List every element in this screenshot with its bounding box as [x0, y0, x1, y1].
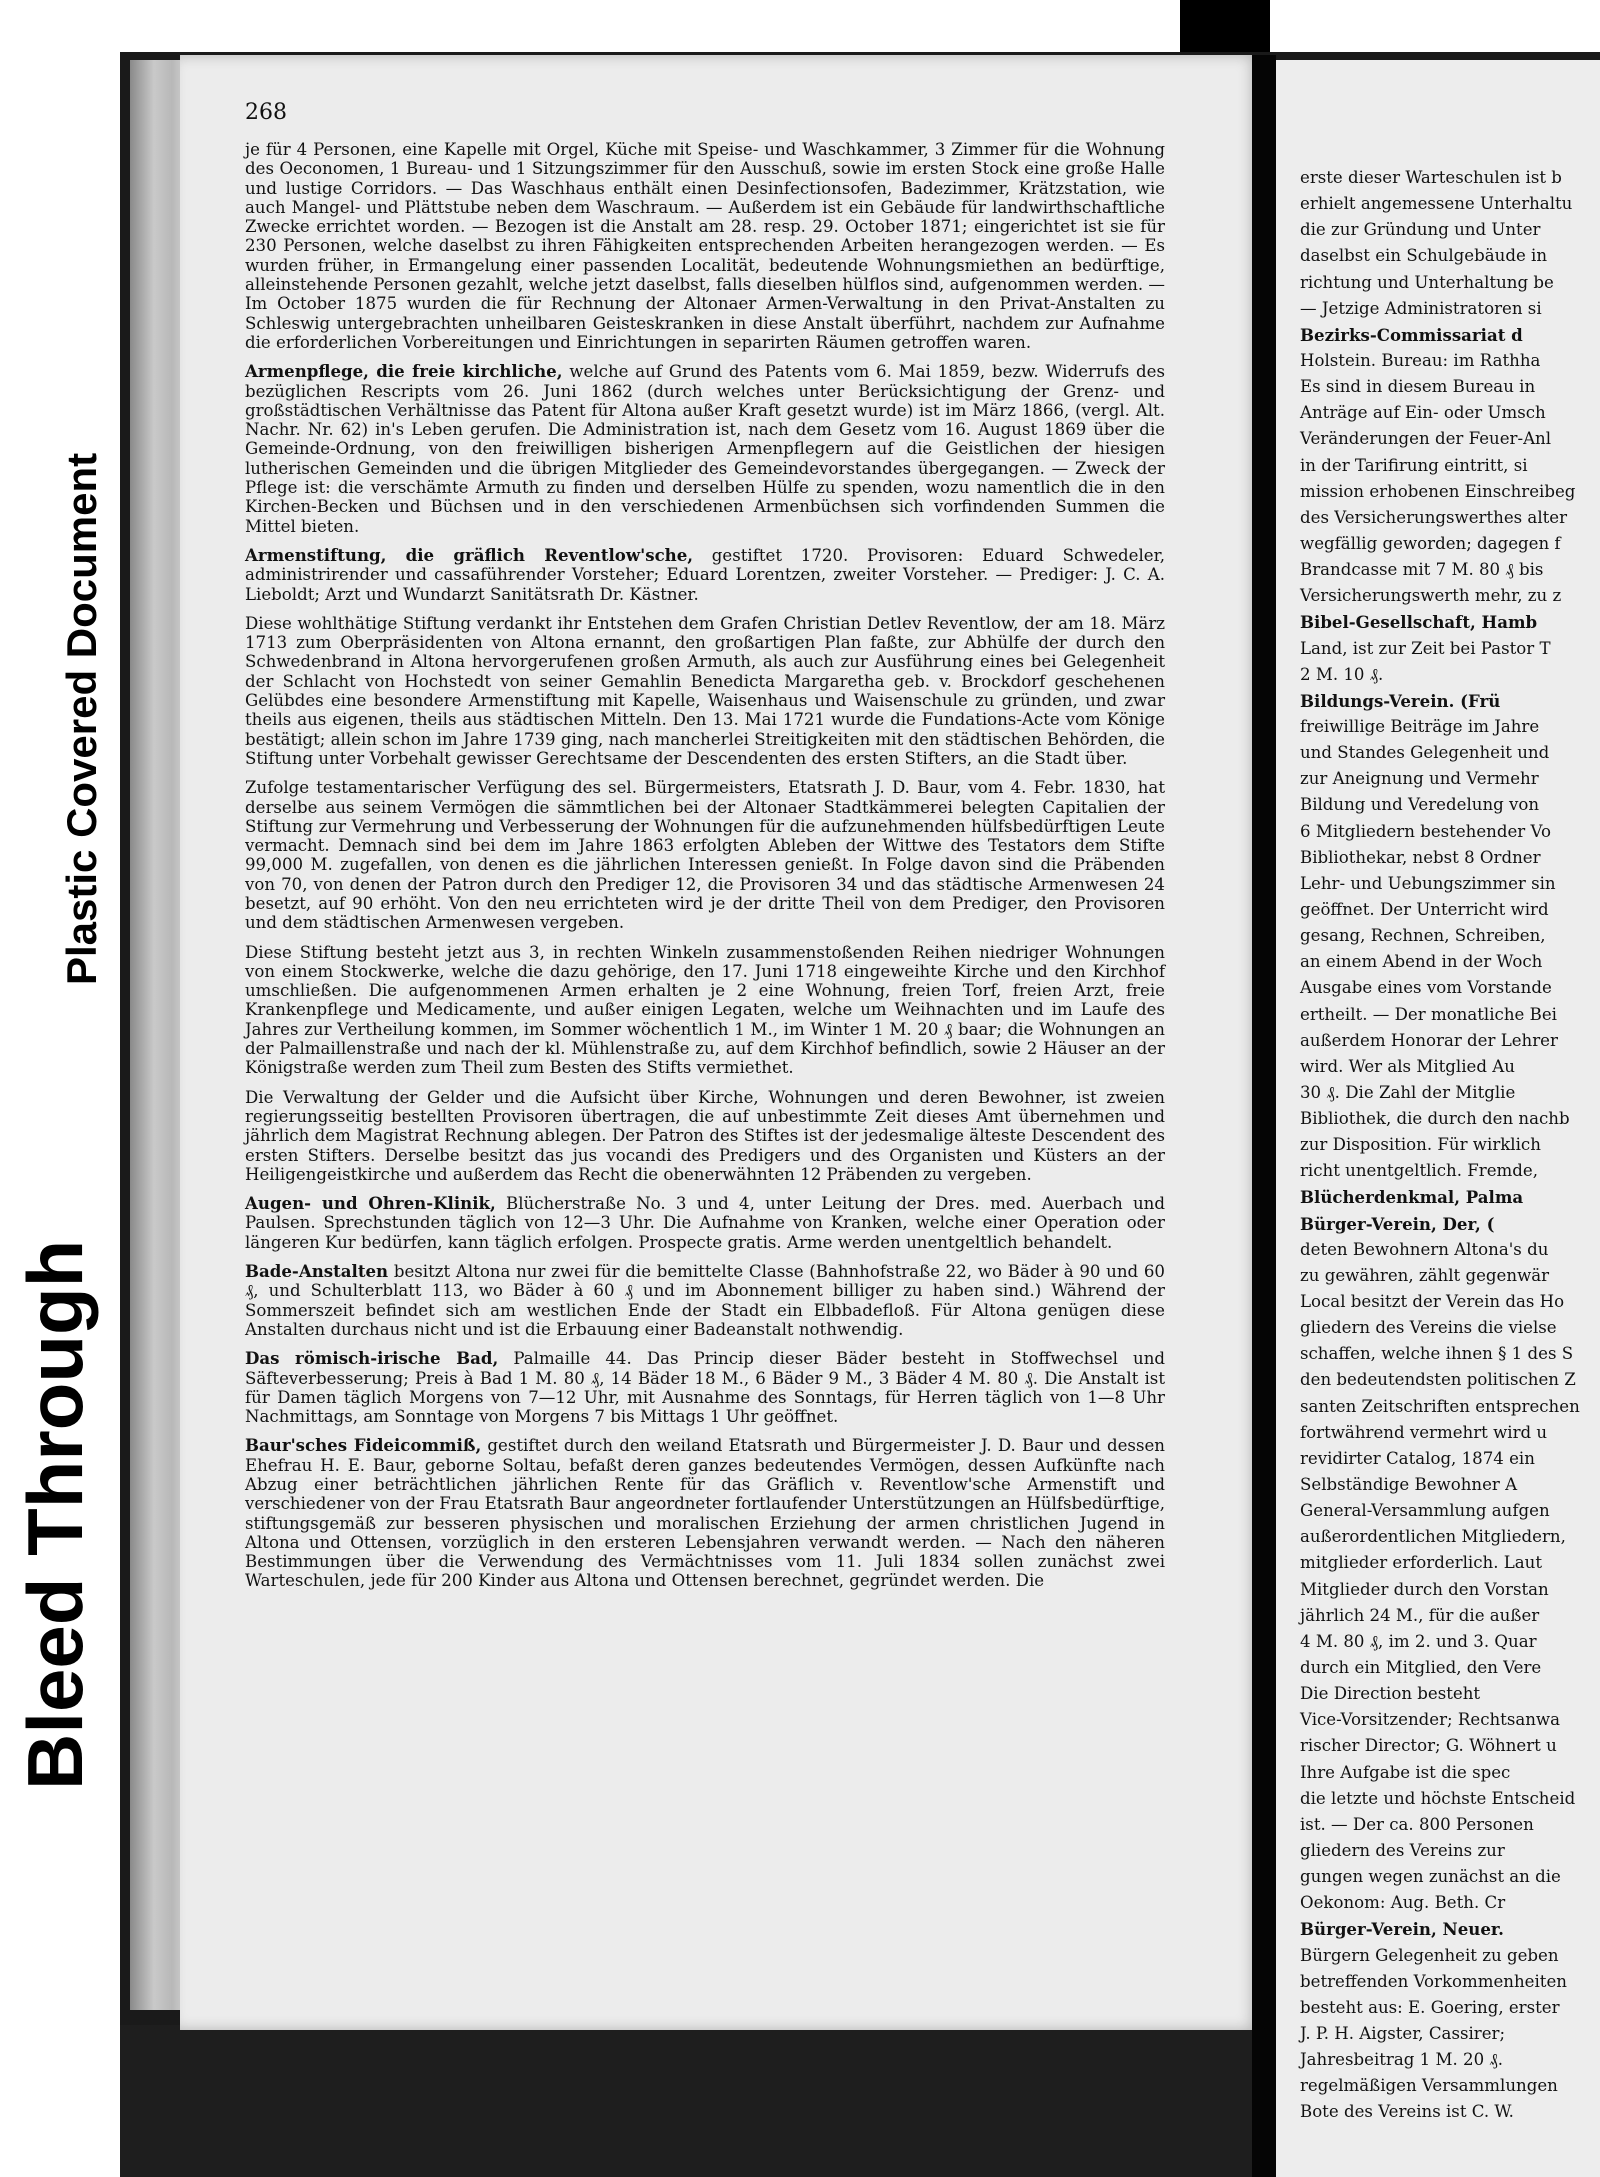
- right-text-line: regelmäßigen Versammlungen: [1300, 2076, 1558, 2096]
- book-gutter: [1252, 55, 1276, 2177]
- plastic-covered-label: Plastic Covered Document: [58, 452, 105, 985]
- paragraph: je für 4 Personen, eine Kapelle mit Orgel, Küche mit Speise- und Waschkammer, 3 Zimmer für die Wohnung des Oeconomen, 1 Bureau- und 1 Sitzungszimmer für den Ausschuß, sowie im ersten Stock eine große Halle und lustige Corridors. — Das Waschhaus enthält einen Desinfectionsofen, Badezimmer, Krätzstation, wie auch Mangel- und Plättstube neben dem Waschraum. — Außerdem ist ein Gebäude für landwirthschaftliche Zwecke errichtet worden. — Bezogen ist die Anstalt am 28. resp. 29. October 1871; eingerichtet ist sie für 230 Personen, welche daselbst zu ihren Fähigkeiten entsprechenden Arbeiten herangezogen werden. — Es wurden früher, in Ermangelung einer passenden Localität, bedeutende Wohnungsmiethen an bedürftige, alleinstehende Personen gezahlt, welche jetzt daselbst, falls dieselben hülflos sind, aufgenommen werden. — Im October 1875 wurden die für Rechnung der Altonaer Armen-Verwaltung in den Privat-Anstalten zu Schleswig untergebrachten unheilbaren Geisteskranken in diese Anstalt überführt, nachdem zur Aufnahme die erforderlichen Vorbereitungen und Einrichtungen in separirten Räumen getroffen waren.: [245, 140, 1165, 352]
- right-text-line: Lehr- und Uebungszimmer sin: [1300, 873, 1556, 893]
- right-entry-heading: Bildungs-Verein. (Frü: [1300, 690, 1501, 711]
- right-text-line: den bedeutendsten politischen Z: [1300, 1370, 1576, 1390]
- right-text-line: gliedern des Vereins die vielse: [1300, 1318, 1557, 1338]
- paragraph: Diese Stiftung besteht jetzt aus 3, in rechten Winkeln zusammenstoßenden Reihen niedriger Wohnungen von einem Stockwerke, welche die dazu gehörige, den 17. Juni 1718 eingeweihte Kirche und den Kirchhof umschließen. Die aufgenommenen Armen erhalten je 2 eine Wohnung, freien Torf, freien Arzt, freie Krankenpflege und Medicamente, und außer einigen Legaten, welche um Weihnachten und im Laufe des Jahres zur Vertheilung kommen, im Sommer wöchentlich 1 M., im Winter 1 M. 20 ₰ baar; die Wohnungen an der Palmaillenstraße und nach der kl. Mühlenstraße zu, auf dem Kirchhof befindlich, sowie 2 Häuser an der Königstraße werden zum Theil zum Besten des Stifts vermiethet.: [245, 942, 1165, 1078]
- entry-armenpflege: Armenpflege, die freie kirchliche, welche auf Grund des Patents vom 6. Mai 1859, bezw. Widerrufs des bezüglichen Rescripts vom 26. Juni 1862 (durch welches unter Berücksichtigung der Grenz- und großstädtischen Verhältnisse das Patent für Altona außer Kraft gesetzt wurde) ist im März 1866, (vergl. Alt. Nachr. Nr. 62) in's Leben gerufen. Die Administration ist, nach dem Gesetz vom 16. August 1869 über die Gemeinde-Ordnung, von den freiwilligen bisherigen Armenpflegern auf die Geistlichen der hiesigen lutherischen Gemeinden und die übrigen Mitglieder des Gemeindevorstandes übergegangen. — Zweck der Pflege ist: die verschämte Armuth zu finden und derselben Hülfe zu spenden, wozu namentlich die in den Kirchen-Becken und Büchsen und in den verschiedenen Armenbüchsen sich vorfindenden Summen die Mittel bieten.: [245, 361, 1166, 536]
- right-entry-heading: Bürger-Verein, Neuer.: [1300, 1919, 1504, 1940]
- right-text-line: wird. Wer als Mitglied Au: [1300, 1056, 1515, 1076]
- right-text-line: Es sind in diesem Bureau in: [1300, 377, 1536, 397]
- right-text-line: des Versicherungswerthes alter: [1300, 507, 1568, 527]
- right-text-line: Bürgern Gelegenheit zu geben: [1300, 1945, 1559, 1965]
- right-text-line: rischer Director; G. Wöhnert u: [1300, 1736, 1557, 1756]
- left-page-text: [245, 140, 1165, 1601]
- right-text-line: außerordentlichen Mitgliedern,: [1300, 1527, 1566, 1547]
- page-number: 268: [245, 100, 287, 125]
- right-text-line: ertheilt. — Der monatliche Bei: [1300, 1004, 1557, 1024]
- right-text-line: Ihre Aufgabe ist die spec: [1300, 1762, 1511, 1782]
- right-text-line: Selbständige Bewohner A: [1300, 1475, 1518, 1495]
- right-text-line: in der Tarifirung eintritt, si: [1300, 455, 1528, 475]
- right-text-line: 4 M. 80 ₰, im 2. und 3. Quar: [1300, 1631, 1537, 1651]
- right-text-line: Anträge auf Ein- oder Umsch: [1300, 403, 1546, 423]
- right-text-line: J. P. H. Aigster, Cassirer;: [1300, 2023, 1506, 2043]
- right-text-line: richt unentgeltlich. Fremde,: [1300, 1161, 1538, 1181]
- right-text-line: deten Bewohnern Altona's du: [1300, 1239, 1549, 1259]
- right-text-line: und Standes Gelegenheit und: [1300, 743, 1550, 763]
- right-text-line: 2 M. 10 ₰.: [1300, 664, 1384, 684]
- right-page-text: [1300, 165, 1600, 2126]
- right-text-line: gesang, Rechnen, Schreiben,: [1300, 926, 1546, 946]
- right-text-line: schaffen, welche ihnen § 1 des S: [1300, 1344, 1574, 1364]
- right-text-line: besteht aus: E. Goering, erster: [1300, 1997, 1560, 2017]
- entry-baur-fideicommiss: Baur'sches Fideicommiß, gestiftet durch den weiland Etatsrath und Bürgermeister J. D. Baur und dessen Ehefrau H. E. Baur, geborne Soltau, befaßt deren ganzes bedeutendes Vermögen, dessen Aufkünfte nach Abzug einer beträchtlichen jährlichen Rente für das Gräflich v. Reventlow'sche Armenstift und verschiedener von der Frau Etatsrath Baur angeordneter fortlaufender Unterstützungen an Hülfsbedürftige, stiftungsgemäß zur besseren physischen und moralischen Erziehung der armen christlichen Jugend in Altona und Ottensen, vorzüglich in den ersteren Lebensjahren verwandt werden. — Nach den näheren Bestimmungen über die Verwendung des Vermächtnisses vom 11. Juli 1834 sollen zunächst zwei Warteschulen, jede für 200 Kinder aus Altona und Ottensen berechnet, gegründet werden. Die: [245, 1435, 1165, 1591]
- entry-armenstiftung: Armenstiftung, die gräflich Reventlow'sche, gestiftet 1720. Provisoren: Eduard Schwedeler, administrirender und cassaführender Vorsteher; Eduard Lorentzen, zweiter Vorsteher. — Prediger: J. C. A. Lieboldt; Arzt und Wundarzt Sanitätsrath Dr. Kästner.: [245, 544, 1165, 604]
- right-text-line: zu gewähren, zählt gegenwär: [1300, 1265, 1550, 1285]
- right-text-line: freiwillige Beiträge im Jahre: [1300, 716, 1540, 736]
- right-text-line: gliedern des Vereins zur: [1300, 1841, 1505, 1860]
- entry-augenklinik: Augen- und Ohren-Klinik, Blücherstraße No. 3 und 4, unter Leitung der Dres. med. Auerbach und Paulsen. Sprechstunden täglich von 12—3 Uhr. Die Aufnahme von Kranken, welche einer Operation oder längeren Kur bedürfen, kann täglich erfolgen. Prospecte gratis. Arme werden unentgeltlich behandelt.: [245, 1193, 1165, 1252]
- right-text-line: die letzte und höchste Entscheid: [1300, 1788, 1576, 1808]
- right-text-line: fortwährend vermehrt wird u: [1300, 1422, 1548, 1442]
- right-text-line: Jahresbeitrag 1 M. 20 ₰.: [1300, 2050, 1503, 2070]
- right-text-line: durch ein Mitglied, den Vere: [1300, 1658, 1542, 1678]
- paragraph: Diese wohlthätige Stiftung verdankt ihr Entstehen dem Grafen Christian Detlev Reventlow, der am 18. März 1713 zum Oberpräsidenten von Altona ernannt, den großartigen Plan faßte, zur Abhülfe der durch den Schwedenbrand in Altona hervorgerufenen großen Armuth, als auch zur Ausführung eines bei Gelegenheit der Schlacht von Hochstedt von seiner Gemahlin Benedicta Margaretha geb. v. Brockdorf geschehenen Gelübdes eine besondere Armenstiftung mit Kapelle, Waisenhaus und Waisenschule zu gründen, und zwar theils aus eigenen, theils aus städtischen Mitteln. Den 13. Mai 1721 wurde die Fundations-Acte vom Könige bestätigt; allein schon im Jahre 1739 ging, nach mancherlei Streitigkeiten mit den städtischen Behörden, die Stiftung unter Vorbehalt gewisser Gerechtsame der Descendenten des ersten Stifters, an die Stadt über.: [245, 613, 1165, 768]
- bleed-through-label: Bleed Through: [11, 1239, 99, 1790]
- right-text-line: mitglieder erforderlich. Laut: [1300, 1553, 1543, 1573]
- right-text-line: geöffnet. Der Unterricht wird: [1300, 899, 1549, 919]
- right-entry-heading: Bezirks-Commissariat d: [1300, 324, 1523, 345]
- right-text-line: wegfällig geworden; dagegen f: [1300, 533, 1561, 553]
- right-text-line: richtung und Unterhaltung be: [1300, 272, 1554, 292]
- right-text-line: gungen wegen zunächst an die: [1300, 1867, 1561, 1887]
- right-text-line: erhielt angemessene Unterhaltu: [1300, 194, 1573, 214]
- right-text-line: betreffenden Vorkommenheiten: [1300, 1971, 1567, 1991]
- right-text-line: Vice-Vorsitzender; Rechtsanwa: [1300, 1710, 1561, 1730]
- right-text-line: 6 Mitgliedern bestehender Vo: [1300, 821, 1551, 841]
- right-text-line: Bote des Vereins ist C. W.: [1300, 2102, 1514, 2122]
- right-text-line: Versicherungswerth mehr, zu z: [1300, 586, 1562, 606]
- paragraph: Zufolge testamentarischer Verfügung des sel. Bürgermeisters, Etatsrath J. D. Baur, vom 4. Febr. 1830, hat derselbe aus seinem Vermögen die sämmtlichen bei der Altonaer Stadtkämmerei belegten Capitalien der Stiftung zur Vermehrung und Verbesserung der Wohnungen für die aufzunehmenden hülfsbedürftigen Leute vermacht. Demnach sind bei dem im Jahre 1863 erfolgten Ableben der Wittwe des Testators dem Stifte 99,000 M. zugefallen, von denen es die jährlichen Interessen genießt. In Folge davon sind die Präbenden von 70, von denen der Patron durch den Prediger 12, die Provisoren 34 und das städtische Armenwesen 24 besetzt, auf 90 erhöht. Von den neu errichteten wird je der dritte Theil von dem Prediger, den Provisoren und dem städtischen Armenwesen vergeben.: [245, 778, 1165, 933]
- right-text-line: erste dieser Warteschulen ist b: [1300, 168, 1562, 187]
- right-text-line: Bildung und Veredelung von: [1300, 795, 1540, 815]
- right-text-line: die zur Gründung und Unter: [1300, 220, 1541, 240]
- entry-roemisch-irisches-bad: Das römisch-irische Bad, Palmaille 44. Das Princip dieser Bäder besteht in Stoffwechsel und Säfteverbesserung; Preis à Bad 1 M. 80 ₰, 14 Bäder 18 M., 6 Bäder 9 M., 3 Bäder 4 M. 80 ₰. Die Anstalt ist für Damen täglich Morgens von 7—12 Uhr, mit Ausnahme des Sonntags, für Herren täglich von 1—8 Uhr Nachmittags, am Sonntage von Morgens 7 bis Mittags 1 Uhr geöffnet.: [245, 1348, 1166, 1427]
- right-entry-heading: Bibel-Gesellschaft, Hamb: [1300, 612, 1538, 633]
- right-text-line: Holstein. Bureau: im Rathha: [1300, 350, 1541, 370]
- right-text-line: ist. — Der ca. 800 Personen: [1300, 1814, 1534, 1834]
- right-text-line: Bibliothekar, nebst 8 Ordner: [1300, 847, 1541, 867]
- right-text-line: an einem Abend in der Woch: [1300, 952, 1543, 972]
- right-text-line: General-Versammlung aufgen: [1300, 1501, 1550, 1521]
- entry-badeanstalten: Bade-Anstalten besitzt Altona nur zwei für die bemittelte Classe (Bahnhofstraße 22, wo Bäder à 90 und 60 ₰, und Schulterblatt 113, wo Bäder à 60 ₰ und im Abonnement billiger zu haben sind.) Während der Sommerszeit befindet sich am westlichen Ende der Stadt ein Elbbadefloß. Für Altona genügen diese Anstalten durchaus nicht und ist die Erbauung einer Badeanstalt nothwendig.: [245, 1261, 1165, 1339]
- right-text-line: 30 ₰. Die Zahl der Mitglie: [1300, 1082, 1516, 1102]
- right-text-line: zur Aneignung und Vermehr: [1300, 769, 1539, 789]
- right-text-line: Ausgabe eines vom Vorstande: [1300, 978, 1552, 998]
- right-text-line: jährlich 24 M., für die außer: [1300, 1605, 1540, 1625]
- right-text-line: mission erhobenen Einschreibeg: [1300, 481, 1576, 501]
- right-entry-heading: Bürger-Verein, Der, (: [1300, 1213, 1495, 1234]
- top-black-band: [1180, 0, 1270, 52]
- right-text-line: Veränderungen der Feuer-Anl: [1300, 429, 1552, 449]
- bottom-shadow: [120, 2025, 1260, 2177]
- right-text-line: santen Zeitschriften entsprechen: [1300, 1396, 1580, 1416]
- right-text-line: — Jetzige Administratoren si: [1300, 298, 1542, 318]
- right-text-line: revidirter Catalog, 1874 ein: [1300, 1448, 1535, 1468]
- right-text-line: Die Direction besteht: [1300, 1684, 1481, 1704]
- right-entry-heading: Blücherdenkmal, Palma: [1300, 1187, 1524, 1208]
- right-text-line: Brandcasse mit 7 M. 80 ₰ bis: [1300, 560, 1544, 580]
- right-text-line: Oekonom: Aug. Beth. Cr: [1300, 1893, 1506, 1913]
- right-text-line: Mitglieder durch den Vorstan: [1300, 1579, 1549, 1599]
- paragraph: Die Verwaltung der Gelder und die Aufsicht über Kirche, Wohnungen und deren Bewohner, ist zweien regierungsseitig bestellten Provisoren übertragen, die auf unbestimmte Zeit dieses Amt übernehmen und jährlich dem Magistrat Rechnung ablegen. Der Patron des Stiftes ist der jedesmalige älteste Descendent des ersten Stifters. Derselbe besitzt das jus vocandi des Predigers und des Organisten und Küsters an der Heiligengeistkirche und außerdem das Recht die obenerwähnten 12 Präbenden zu vergeben.: [245, 1087, 1165, 1184]
- right-text-line: Land, ist zur Zeit bei Pastor T: [1300, 638, 1551, 658]
- right-text-line: zur Disposition. Für wirklich: [1300, 1135, 1541, 1155]
- right-text-line: Local besitzt der Verein das Ho: [1300, 1292, 1565, 1312]
- right-text-line: außerdem Honorar der Lehrer: [1300, 1030, 1558, 1050]
- right-text-line: Bibliothek, die durch den nachb: [1300, 1109, 1570, 1129]
- right-text-line: daselbst ein Schulgebäude in: [1300, 246, 1548, 266]
